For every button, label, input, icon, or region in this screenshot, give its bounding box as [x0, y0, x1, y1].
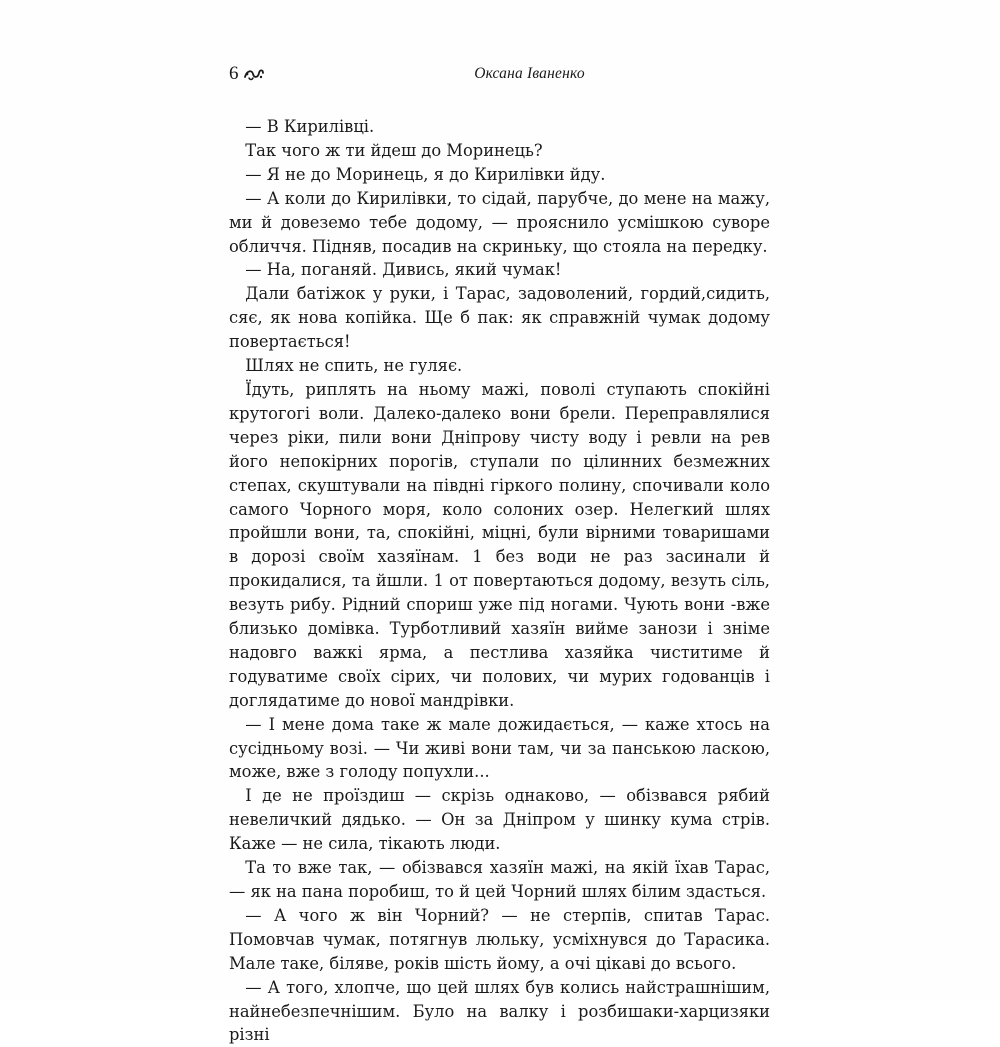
paragraph: — А чого ж він Чорний? — не стерпів, спитав Тарас. Помовчав чумак, потягнув люльку, усміхнувся до Тарасика. Мале таке, біляве, років шість йому, а очі цікаві до всього. — [229, 905, 770, 973]
paragraph: — Я не до Моринець, я до Кирилівки йду. — [245, 164, 606, 184]
book-author: Оксана Іваненко — [474, 65, 585, 82]
paragraph: — А того, хлопче, що цей шлях був колись найстрашнішим, найнебезпечнішим. Було на валку і розбишаки-харцизяки різні — [229, 977, 770, 1045]
paragraph: — В Кирилівці. — [245, 117, 375, 136]
paragraph: Та то вже так, — обізвався хазяїн мажі, на якій їхав Тарас, — як на пана поробиш, то й цей Чорний шлях білим здасться. — [229, 858, 770, 901]
paragraph: І де не проїздиш — скрізь однаково, — обізвався рябий невеличкий дядько. — Он за Дніпром у шинку кума стрів. Каже — не сила, тікають люди. — [229, 786, 770, 854]
paragraph: Так чого ж ти йдеш до Моринець? — [245, 140, 543, 160]
paragraph: Дали батіжок у руки, і Тарас, задоволений, гордий,сидить, сяє, як нова копійка. Ще б пак: як справжній чумак додому повертається! — [229, 284, 770, 352]
body-text — [229, 115, 770, 1047]
paragraph: — На, поганяй. Дивись, який чумак! — [245, 260, 562, 280]
running-head — [229, 62, 770, 86]
page-number: 6 — [229, 63, 239, 84]
paragraph: Шлях не спить, не гуляє. — [245, 356, 463, 376]
paragraph: Їдуть, риплять на ньому мажі, поволі ступають спокійні крутогогі воли. Далеко-далеко вони брели. Переправлялися через ріки, пили вони Дніпрову чисту воду і ревли на рев його непокірних порогів, ступали по цілинних безмежних степах, скуштували на півдні гіркого полину, спочивали коло самого Чорного моря, коло солоних озер. Нелегкий шлях пройшли вони, та, спокійні, міцні, були вірними товаришами в дорозі своїм хазяїнам. 1 без води не раз засинали й прокидалися, та йшли. 1 от повертаються додому, везуть сіль, везуть рибу. Рідний спориш уже під ногами. Чують вони -вже близько домівка. Турботливий хазяїн вийме занози і зніме надовго важкі ярма, а пестлива хазяйка чиститиме й годуватиме своїх сірих, чи полових, чи мурих годованців і доглядатиме до нової мандрівки. — [229, 379, 770, 710]
paragraph: — А коли до Кирилівки, то сідай, парубче, до мене на мажу, ми й довеземо тебе додому, — прояснило усмішкою суворе обличчя. Підняв, посадив на скриньку, що стояла на передку. — [229, 188, 770, 256]
paragraph: — І мене дома таке ж мале дожидається, — каже хтось на сусідньому возі. — Чи живі вони там, чи за панською ласкою, може, вже з голоду попухли... — [229, 714, 770, 782]
